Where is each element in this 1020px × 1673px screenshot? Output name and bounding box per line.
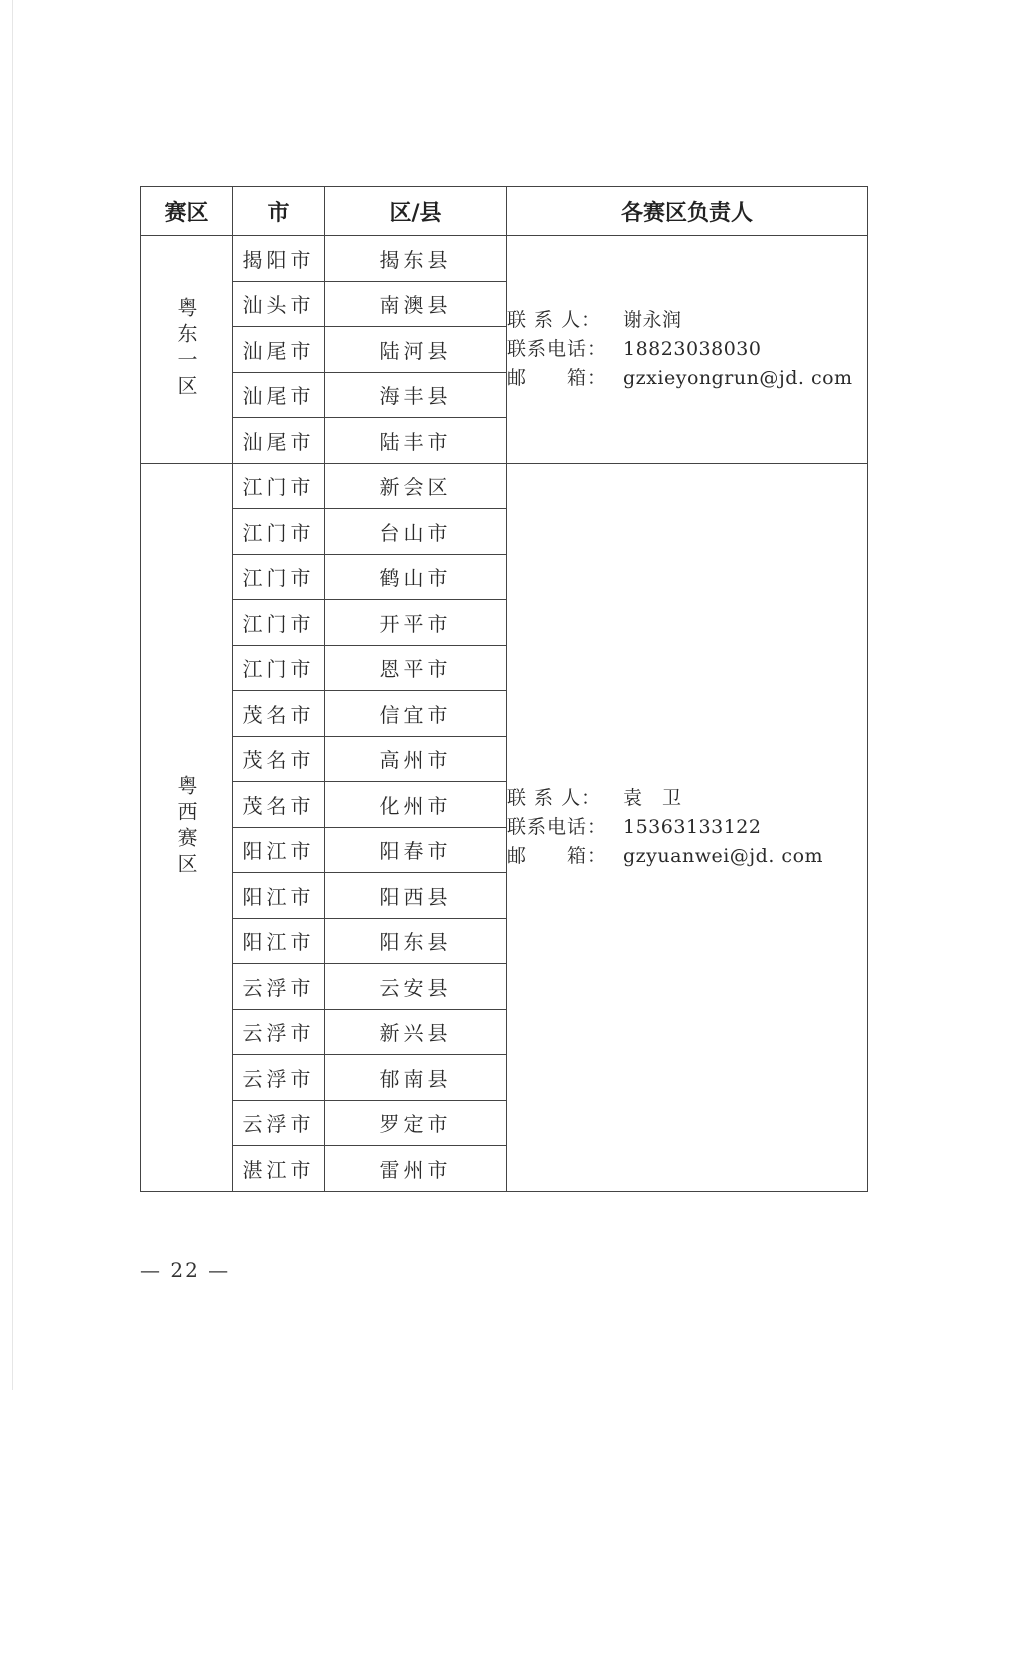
city-cell: 江门市 (233, 554, 325, 600)
contact-email-value[interactable]: gzyuanwei@jd. com (623, 844, 824, 867)
county-cell: 罗定市 (325, 1100, 507, 1146)
city-cell: 汕头市 (233, 281, 325, 327)
contact-person-value: 谢永润 (623, 308, 682, 331)
contact-person-line (507, 784, 867, 813)
contact-cell (507, 463, 868, 1191)
city-cell: 汕尾市 (233, 418, 325, 464)
county-cell: 恩平市 (325, 645, 507, 691)
contact-phone-value: 15363133122 (623, 815, 762, 838)
county-cell: 南澳县 (325, 281, 507, 327)
county-cell: 鹤山市 (325, 554, 507, 600)
city-cell: 揭阳市 (233, 236, 325, 282)
contact-email-line (507, 842, 867, 871)
contact-person-label: 联 系 人： (507, 786, 602, 809)
contact-person-label: 联 系 人： (507, 308, 602, 331)
city-cell: 江门市 (233, 600, 325, 646)
contact-person-value: 袁 卫 (623, 786, 682, 809)
contact-email-label: 邮 箱： (507, 366, 608, 389)
county-cell: 高州市 (325, 736, 507, 782)
county-cell: 阳东县 (325, 918, 507, 964)
region-table (140, 186, 868, 1192)
city-cell: 湛江市 (233, 1146, 325, 1192)
table-row (141, 463, 868, 509)
table-row (141, 236, 868, 282)
table-header-row (141, 187, 868, 236)
header-manager: 各赛区负责人 (507, 187, 868, 236)
city-cell: 江门市 (233, 645, 325, 691)
county-cell: 陆河县 (325, 327, 507, 373)
county-cell: 揭东县 (325, 236, 507, 282)
city-cell: 茂名市 (233, 782, 325, 828)
contact-phone-value: 18823038030 (623, 337, 762, 360)
city-cell: 江门市 (233, 509, 325, 555)
county-cell: 郁南县 (325, 1055, 507, 1101)
contact-phone-label: 联系电话： (507, 815, 608, 838)
city-cell: 茂名市 (233, 691, 325, 737)
city-cell: 云浮市 (233, 964, 325, 1010)
city-cell: 江门市 (233, 463, 325, 509)
city-cell: 汕尾市 (233, 327, 325, 373)
zone-cell (141, 236, 233, 464)
county-cell: 海丰县 (325, 372, 507, 418)
zone-label: 粤西赛区 (174, 775, 198, 879)
county-cell: 云安县 (325, 964, 507, 1010)
county-cell: 信宜市 (325, 691, 507, 737)
county-cell: 开平市 (325, 600, 507, 646)
contact-cell (507, 236, 868, 464)
header-zone: 赛区 (141, 187, 233, 236)
contact-phone-line (507, 335, 867, 364)
county-cell: 雷州市 (325, 1146, 507, 1192)
zone-cell (141, 463, 233, 1191)
page-number: — 22 — (140, 1258, 231, 1282)
city-cell: 阳江市 (233, 827, 325, 873)
city-cell: 云浮市 (233, 1055, 325, 1101)
city-cell: 汕尾市 (233, 372, 325, 418)
county-cell: 阳西县 (325, 873, 507, 919)
county-cell: 阳春市 (325, 827, 507, 873)
city-cell: 阳江市 (233, 918, 325, 964)
contact-person-line (507, 306, 867, 335)
county-cell: 台山市 (325, 509, 507, 555)
city-cell: 阳江市 (233, 873, 325, 919)
county-cell: 陆丰市 (325, 418, 507, 464)
contact-email-label: 邮 箱： (507, 844, 608, 867)
scan-edge-line (12, 0, 13, 1390)
contact-phone-line (507, 813, 867, 842)
city-cell: 茂名市 (233, 736, 325, 782)
county-cell: 新会区 (325, 463, 507, 509)
city-cell: 云浮市 (233, 1009, 325, 1055)
city-cell: 云浮市 (233, 1100, 325, 1146)
contact-email-value[interactable]: gzxieyongrun@jd. com (623, 366, 853, 389)
county-cell: 化州市 (325, 782, 507, 828)
contact-email-line (507, 364, 867, 393)
county-cell: 新兴县 (325, 1009, 507, 1055)
header-city: 市 (233, 187, 325, 236)
contact-phone-label: 联系电话： (507, 337, 608, 360)
header-county: 区/县 (325, 187, 507, 236)
zone-label: 粤东一区 (174, 297, 198, 402)
